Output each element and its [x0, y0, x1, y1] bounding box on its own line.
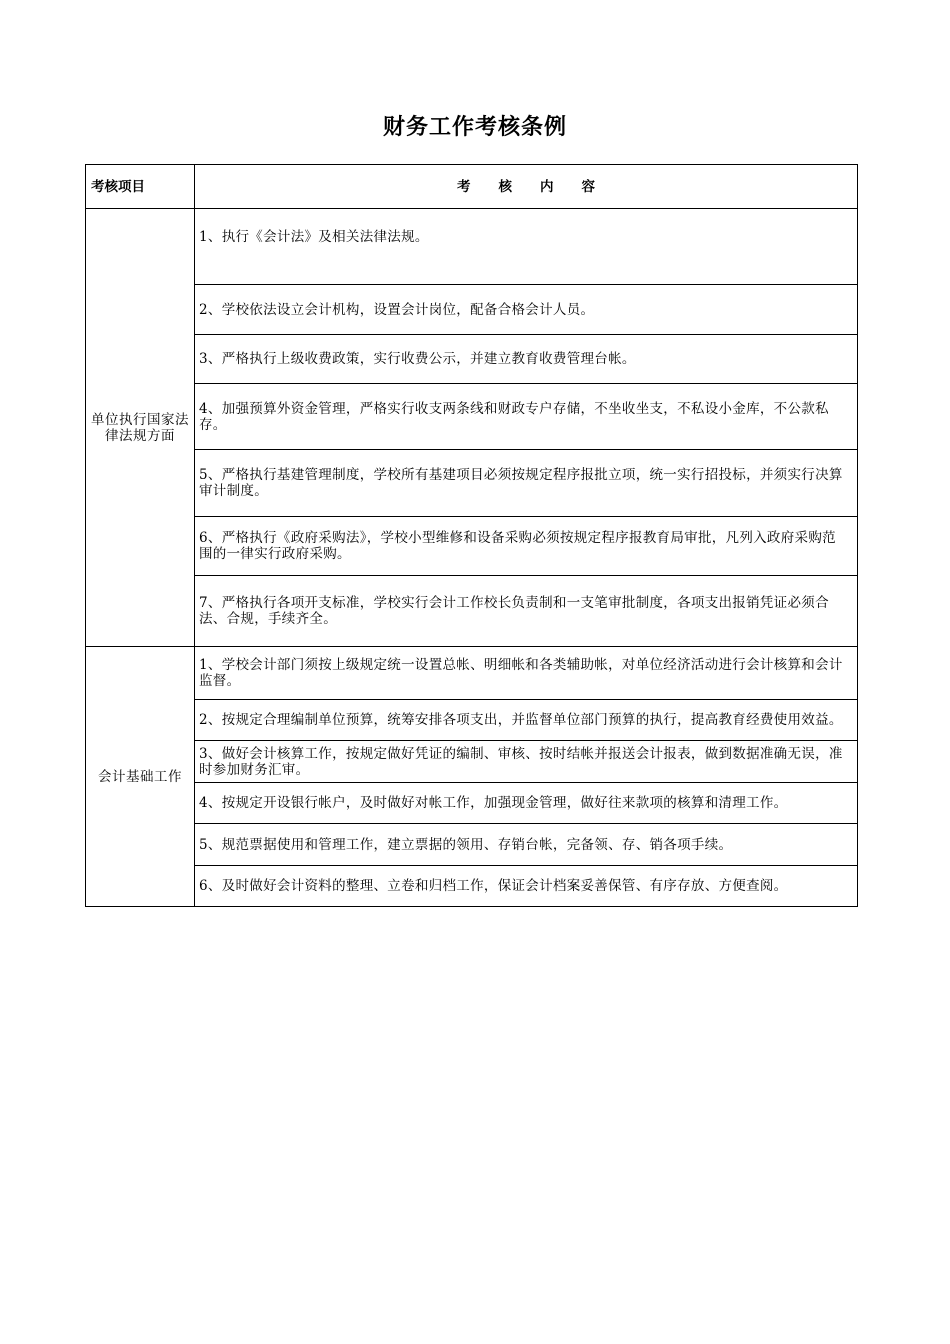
- table-row: [86, 285, 858, 335]
- table-row: [86, 450, 858, 517]
- criterion-2-6: 6、及时做好会计资料的整理、立卷和归档工作，保证会计档案妥善保管、有序存放、方便查阅。: [195, 866, 858, 907]
- assessment-table: [85, 164, 858, 907]
- criterion-1-3: 3、严格执行上级收费政策，实行收费公示，并建立教育收费管理台帐。: [195, 335, 858, 384]
- header-assessment-content: 考核内容: [195, 165, 858, 209]
- table-row: [86, 576, 858, 647]
- header-assessment-item: 考核项目: [86, 165, 195, 209]
- table-row: [86, 741, 858, 783]
- category-legal-compliance: 单位执行国家法律法规方面: [86, 209, 195, 647]
- table-row: [86, 209, 858, 285]
- criterion-2-4: 4、按规定开设银行帐户，及时做好对帐工作，加强现金管理，做好往来款项的核算和清理工作。: [195, 783, 858, 824]
- criterion-2-5: 5、规范票据使用和管理工作，建立票据的领用、存销台帐，完备领、存、销各项手续。: [195, 824, 858, 866]
- page-title: 财务工作考核条例: [382, 115, 567, 140]
- criterion-2-2: 2、按规定合理编制单位预算，统筹安排各项支出，并监督单位部门预算的执行，提高教育经费使用效益。: [195, 700, 858, 741]
- table-row: [86, 517, 858, 576]
- table-row: [86, 866, 858, 907]
- table-row: [86, 335, 858, 384]
- table-row: [86, 824, 858, 866]
- category-accounting-basics: 会计基础工作: [86, 647, 195, 907]
- criterion-1-5: 5、严格执行基建管理制度，学校所有基建项目必须按规定程序报批立项，统一实行招投标，并须实行决算审计制度。: [195, 450, 858, 517]
- table-row: [86, 700, 858, 741]
- table-row: [86, 783, 858, 824]
- table-header-row: [86, 165, 858, 209]
- table-row: [86, 647, 858, 700]
- table-row: [86, 384, 858, 450]
- criterion-1-4: 4、加强预算外资金管理，严格实行收支两条线和财政专户存储，不坐收坐支，不私设小金库，不公款私存。: [195, 384, 858, 450]
- criterion-1-7: 7、严格执行各项开支标准，学校实行会计工作校长负责制和一支笔审批制度，各项支出报销凭证必须合法、合规，手续齐全。: [195, 576, 858, 647]
- criterion-1-6: 6、严格执行《政府采购法》，学校小型维修和设备采购必须按规定程序报教育局审批，凡列入政府采购范围的一律实行政府采购。: [195, 517, 858, 576]
- criterion-2-3: 3、做好会计核算工作，按规定做好凭证的编制、审核、按时结帐并报送会计报表，做到数据准确无误，准时参加财务汇审。: [195, 741, 858, 783]
- criterion-1-1: 1、执行《会计法》及相关法律法规。: [195, 209, 858, 285]
- criterion-2-1: 1、学校会计部门须按上级规定统一设置总帐、明细帐和各类辅助帐，对单位经济活动进行会计核算和会计监督。: [195, 647, 858, 700]
- criterion-1-2: 2、学校依法设立会计机构，设置会计岗位，配备合格会计人员。: [195, 285, 858, 335]
